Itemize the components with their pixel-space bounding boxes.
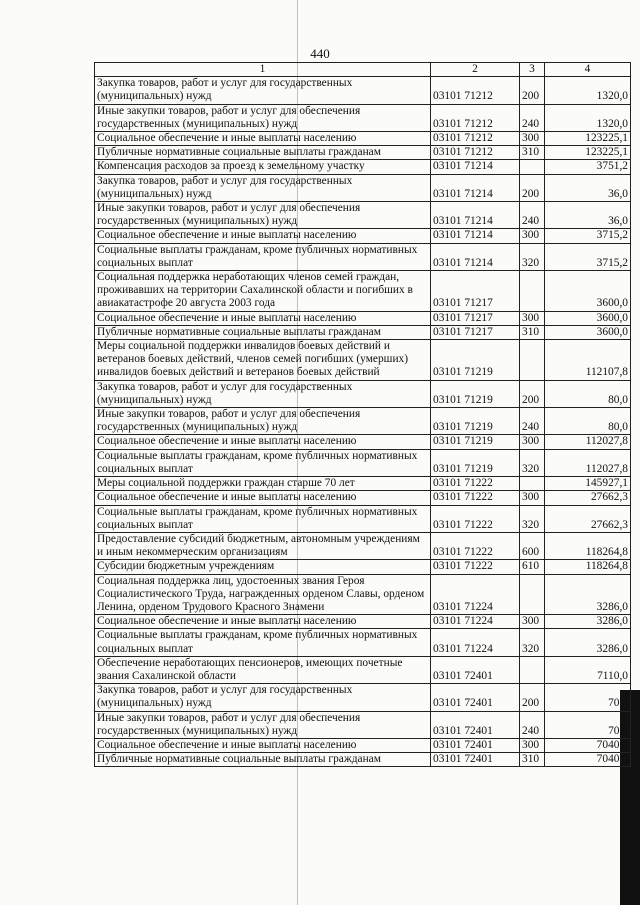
- row-name-cell: Публичные нормативные социальные выплаты гражданам: [95, 753, 431, 767]
- table-row: [95, 174, 631, 201]
- row-type-cell: 300: [520, 738, 545, 752]
- table-row: [95, 408, 631, 435]
- row-name-cell: Иные закупки товаров, работ и услуг для обеспечения государственных (муниципальных) нужд: [95, 408, 431, 435]
- row-code-cell: 03101 71214: [431, 229, 520, 243]
- table-row: [95, 146, 631, 160]
- row-sum-cell: 112107,8: [545, 340, 631, 381]
- table-row: [95, 477, 631, 491]
- row-sum-cell: 3600,0: [545, 311, 631, 325]
- table-row: [95, 271, 631, 312]
- row-name-cell: Закупка товаров, работ и услуг для государственных (муниципальных) нужд: [95, 380, 431, 407]
- row-name-cell: Предоставление субсидий бюджетным, автономным учреждениям и иным некоммерческим организациям: [95, 532, 431, 559]
- row-name-cell: Закупка товаров, работ и услуг для государственных (муниципальных) нужд: [95, 77, 431, 104]
- row-sum-cell: 118264,8: [545, 560, 631, 574]
- row-code-cell: 03101 71214: [431, 202, 520, 229]
- row-type-cell: 200: [520, 174, 545, 201]
- row-name-cell: Обеспечение неработающих пенсионеров, имеющих почетные звания Сахалинской области: [95, 656, 431, 683]
- row-code-cell: 03101 71217: [431, 311, 520, 325]
- row-sum-cell: 7040,0: [545, 738, 631, 752]
- table-row: [95, 449, 631, 476]
- row-name-cell: Субсидии бюджетным учреждениям: [95, 560, 431, 574]
- row-name-cell: Социальная поддержка неработающих членов семей граждан, проживавших на территории Сахалинской области и погибших в авиакатастрофе 20 августа 2003 года: [95, 271, 431, 312]
- row-code-cell: 03101 71224: [431, 574, 520, 615]
- row-name-cell: Публичные нормативные социальные выплаты гражданам: [95, 325, 431, 339]
- row-name-cell: Социальное обеспечение и иные выплаты населению: [95, 491, 431, 505]
- row-code-cell: 03101 72401: [431, 656, 520, 683]
- row-sum-cell: 112027,8: [545, 449, 631, 476]
- row-type-cell: 300: [520, 132, 545, 146]
- row-sum-cell: 3751,2: [545, 160, 631, 174]
- table-row: [95, 491, 631, 505]
- row-type-cell: 300: [520, 615, 545, 629]
- row-code-cell: 03101 71224: [431, 615, 520, 629]
- row-sum-cell: 27662,3: [545, 505, 631, 532]
- row-name-cell: Социальное обеспечение и иные выплаты населению: [95, 738, 431, 752]
- row-sum-cell: 123225,1: [545, 132, 631, 146]
- row-name-cell: Иные закупки товаров, работ и услуг для обеспечения государственных (муниципальных) нужд: [95, 104, 431, 131]
- row-code-cell: 03101 71222: [431, 505, 520, 532]
- row-code-cell: 03101 71222: [431, 560, 520, 574]
- row-type-cell: 240: [520, 104, 545, 131]
- table-row: [95, 132, 631, 146]
- row-name-cell: Иные закупки товаров, работ и услуг для обеспечения государственных (муниципальных) нужд: [95, 202, 431, 229]
- row-sum-cell: 3286,0: [545, 574, 631, 615]
- row-sum-cell: 3715,2: [545, 229, 631, 243]
- row-type-cell: 610: [520, 560, 545, 574]
- row-code-cell: 03101 71212: [431, 132, 520, 146]
- row-sum-cell: 112027,8: [545, 435, 631, 449]
- row-name-cell: Меры социальной поддержки граждан старше 70 лет: [95, 477, 431, 491]
- row-type-cell: [520, 271, 545, 312]
- table-row: [95, 711, 631, 738]
- row-name-cell: Социальное обеспечение и иные выплаты населению: [95, 615, 431, 629]
- row-code-cell: 03101 71212: [431, 77, 520, 104]
- row-sum-cell: 27662,3: [545, 491, 631, 505]
- table-row: [95, 738, 631, 752]
- header-col-3: 3: [520, 63, 545, 77]
- row-name-cell: Меры социальной поддержки инвалидов боевых действий и ветеранов боевых действий, членов семей погибших (умерших) инвалидов боевых действий и ветеранов боевых действий: [95, 340, 431, 381]
- row-type-cell: 200: [520, 380, 545, 407]
- row-name-cell: Публичные нормативные социальные выплаты гражданам: [95, 146, 431, 160]
- row-type-cell: 240: [520, 711, 545, 738]
- table-row: [95, 532, 631, 559]
- row-sum-cell: 36,0: [545, 202, 631, 229]
- row-type-cell: 320: [520, 243, 545, 270]
- row-name-cell: Социальное обеспечение и иные выплаты населению: [95, 132, 431, 146]
- row-code-cell: 03101 71212: [431, 104, 520, 131]
- row-code-cell: 03101 71214: [431, 243, 520, 270]
- row-type-cell: 240: [520, 408, 545, 435]
- row-sum-cell: 3600,0: [545, 271, 631, 312]
- row-type-cell: 320: [520, 505, 545, 532]
- row-type-cell: 300: [520, 229, 545, 243]
- row-type-cell: 600: [520, 532, 545, 559]
- row-type-cell: 300: [520, 435, 545, 449]
- page-number: 440: [310, 46, 330, 61]
- row-name-cell: Социальные выплаты гражданам, кроме публичных нормативных социальных выплат: [95, 505, 431, 532]
- row-name-cell: Социальные выплаты гражданам, кроме публичных нормативных социальных выплат: [95, 449, 431, 476]
- row-code-cell: 03101 71219: [431, 408, 520, 435]
- row-type-cell: 300: [520, 491, 545, 505]
- row-code-cell: 03101 72401: [431, 753, 520, 767]
- header-col-2: 2: [431, 63, 520, 77]
- row-name-cell: Закупка товаров, работ и услуг для государственных (муниципальных) нужд: [95, 684, 431, 711]
- row-type-cell: 320: [520, 449, 545, 476]
- row-name-cell: Иные закупки товаров, работ и услуг для обеспечения государственных (муниципальных) нужд: [95, 711, 431, 738]
- row-sum-cell: 80,0: [545, 408, 631, 435]
- row-name-cell: Социальное обеспечение и иные выплаты населению: [95, 311, 431, 325]
- row-type-cell: [520, 656, 545, 683]
- row-sum-cell: 80,0: [545, 380, 631, 407]
- row-sum-cell: 3600,0: [545, 325, 631, 339]
- row-type-cell: 320: [520, 629, 545, 656]
- row-code-cell: 03101 71217: [431, 325, 520, 339]
- row-name-cell: Закупка товаров, работ и услуг для государственных (муниципальных) нужд: [95, 174, 431, 201]
- row-name-cell: Социальные выплаты гражданам, кроме публичных нормативных социальных выплат: [95, 629, 431, 656]
- row-name-cell: Социальные выплаты гражданам, кроме публичных нормативных социальных выплат: [95, 243, 431, 270]
- header-col-4: 4: [545, 63, 631, 77]
- row-sum-cell: 3286,0: [545, 629, 631, 656]
- row-sum-cell: 3715,2: [545, 243, 631, 270]
- row-name-cell: Социальная поддержка лиц, удостоенных звания Героя Социалистического Труда, награжденных орденом Славы, орденом Ленина, орденом Трудового Красного Знамени: [95, 574, 431, 615]
- row-code-cell: 03101 71219: [431, 340, 520, 381]
- row-sum-cell: 123225,1: [545, 146, 631, 160]
- table-row: [95, 340, 631, 381]
- table-row: [95, 229, 631, 243]
- row-code-cell: 03101 72401: [431, 684, 520, 711]
- row-name-cell: Социальное обеспечение и иные выплаты населению: [95, 229, 431, 243]
- table-row: [95, 574, 631, 615]
- table-row: [95, 380, 631, 407]
- table-row: [95, 435, 631, 449]
- row-sum-cell: 118264,8: [545, 532, 631, 559]
- row-sum-cell: 36,0: [545, 174, 631, 201]
- row-type-cell: 200: [520, 77, 545, 104]
- table-row: [95, 77, 631, 104]
- row-type-cell: [520, 574, 545, 615]
- row-sum-cell: 3286,0: [545, 615, 631, 629]
- row-code-cell: 03101 71214: [431, 160, 520, 174]
- table-row: [95, 311, 631, 325]
- table-row: [95, 560, 631, 574]
- row-sum-cell: 7040,0: [545, 753, 631, 767]
- row-code-cell: 03101 71224: [431, 629, 520, 656]
- row-name-cell: Компенсация расходов за проезд к земельному участку: [95, 160, 431, 174]
- row-type-cell: [520, 160, 545, 174]
- row-code-cell: 03101 71222: [431, 491, 520, 505]
- row-sum-cell: 1320,0: [545, 104, 631, 131]
- row-code-cell: 03101 72401: [431, 738, 520, 752]
- table-row: [95, 656, 631, 683]
- row-sum-cell: 1320,0: [545, 77, 631, 104]
- row-sum-cell: 7110,0: [545, 656, 631, 683]
- row-sum-cell: 145927,1: [545, 477, 631, 491]
- row-type-cell: 310: [520, 146, 545, 160]
- row-sum-cell: 70,0: [545, 711, 631, 738]
- table-row: [95, 243, 631, 270]
- row-type-cell: 310: [520, 325, 545, 339]
- row-code-cell: 03101 71212: [431, 146, 520, 160]
- table-header-row: [95, 63, 631, 77]
- row-code-cell: 03101 71222: [431, 477, 520, 491]
- table-row: [95, 325, 631, 339]
- row-code-cell: 03101 71214: [431, 174, 520, 201]
- row-type-cell: 310: [520, 753, 545, 767]
- table-row: [95, 202, 631, 229]
- row-code-cell: 03101 71219: [431, 435, 520, 449]
- table-row: [95, 753, 631, 767]
- row-type-cell: [520, 340, 545, 381]
- row-code-cell: 03101 71217: [431, 271, 520, 312]
- row-sum-cell: 70,0: [545, 684, 631, 711]
- table-row: [95, 629, 631, 656]
- row-code-cell: 03101 71219: [431, 380, 520, 407]
- row-type-cell: 240: [520, 202, 545, 229]
- table-row: [95, 684, 631, 711]
- row-type-cell: [520, 477, 545, 491]
- row-code-cell: 03101 72401: [431, 711, 520, 738]
- table-row: [95, 160, 631, 174]
- table-row: [95, 615, 631, 629]
- table-row: [95, 505, 631, 532]
- row-type-cell: 300: [520, 311, 545, 325]
- row-type-cell: 200: [520, 684, 545, 711]
- row-name-cell: Социальное обеспечение и иные выплаты населению: [95, 435, 431, 449]
- header-col-1: 1: [95, 63, 431, 77]
- row-code-cell: 03101 71219: [431, 449, 520, 476]
- budget-table: [94, 62, 631, 767]
- table-row: [95, 104, 631, 131]
- row-code-cell: 03101 71222: [431, 532, 520, 559]
